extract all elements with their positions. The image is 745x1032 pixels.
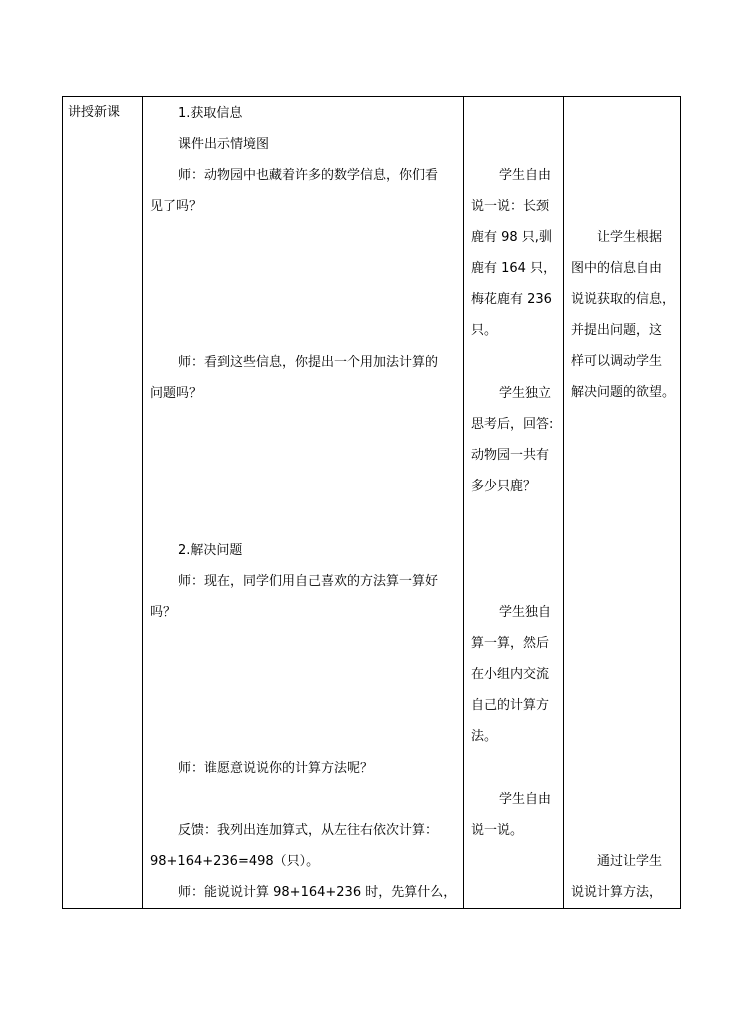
teacher-line: 师：看到这些信息，你提出一个用加法计算的: [178, 355, 439, 370]
student-line: 在小组内交流: [471, 667, 550, 682]
column-divider-2: [463, 97, 464, 908]
intent-line: 并提出问题，这: [571, 323, 663, 338]
student-line: 只。: [471, 323, 498, 338]
teacher-line: 课件出示情境图: [178, 137, 270, 152]
student-line: 梅花鹿有 236: [471, 292, 552, 307]
teacher-line: 师：能说说计算 98+164+236 时，先算什么，: [178, 885, 457, 900]
teacher-line: 1.获取信息: [178, 106, 243, 121]
student-line: 自己的计算方: [471, 698, 550, 713]
student-line: 思考后，回答:: [471, 417, 554, 432]
column-divider-1: [142, 97, 143, 908]
teacher-line: 见了吗？: [150, 199, 203, 214]
intent-line: 图中的信息自由: [571, 261, 663, 276]
intent-line: 通过让学生: [597, 854, 663, 869]
teacher-line: 师：动物园中也藏着许多的数学信息，你们看: [178, 168, 439, 183]
teacher-line: 师：谁愿意说说你的计算方法呢？: [178, 761, 374, 776]
student-line: 多少只鹿？: [471, 479, 537, 494]
teacher-line: 98+164+236=498（只）。: [150, 854, 320, 869]
intent-line: 让学生根据: [597, 230, 663, 245]
teacher-line: 反馈：我列出连加算式，从左往右依次计算：: [178, 823, 439, 838]
teacher-line: 师：现在，同学们用自己喜欢的方法算一算好: [178, 574, 439, 589]
student-line: 动物园一共有: [471, 448, 550, 463]
teacher-line: 吗？: [150, 605, 177, 620]
intent-line: 说说获取的信息，: [571, 292, 676, 307]
student-line: 鹿有 98 只,驯: [471, 230, 552, 245]
intent-line: 说说计算方法，: [571, 885, 663, 900]
student-line: 说一说：长颈: [471, 199, 550, 214]
teacher-line: 2.解决问题: [178, 543, 243, 558]
student-line: 鹿有 164 只，: [471, 261, 557, 276]
student-line: 学生自由: [499, 792, 552, 807]
student-line: 学生独自: [499, 605, 552, 620]
lesson-plan-table: [62, 96, 681, 909]
section-label: 讲授新课: [68, 105, 121, 120]
teacher-line: 问题吗？: [150, 386, 203, 401]
intent-line: 解决问题的欲望。: [571, 385, 676, 400]
student-line: 法。: [471, 729, 498, 744]
student-line: 说一说。: [471, 823, 524, 838]
student-line: 学生独立: [499, 386, 552, 401]
intent-line: 样可以调动学生: [571, 354, 663, 369]
student-line: 算一算，然后: [471, 636, 550, 651]
column-divider-3: [563, 97, 564, 908]
student-line: 学生自由: [499, 168, 552, 183]
